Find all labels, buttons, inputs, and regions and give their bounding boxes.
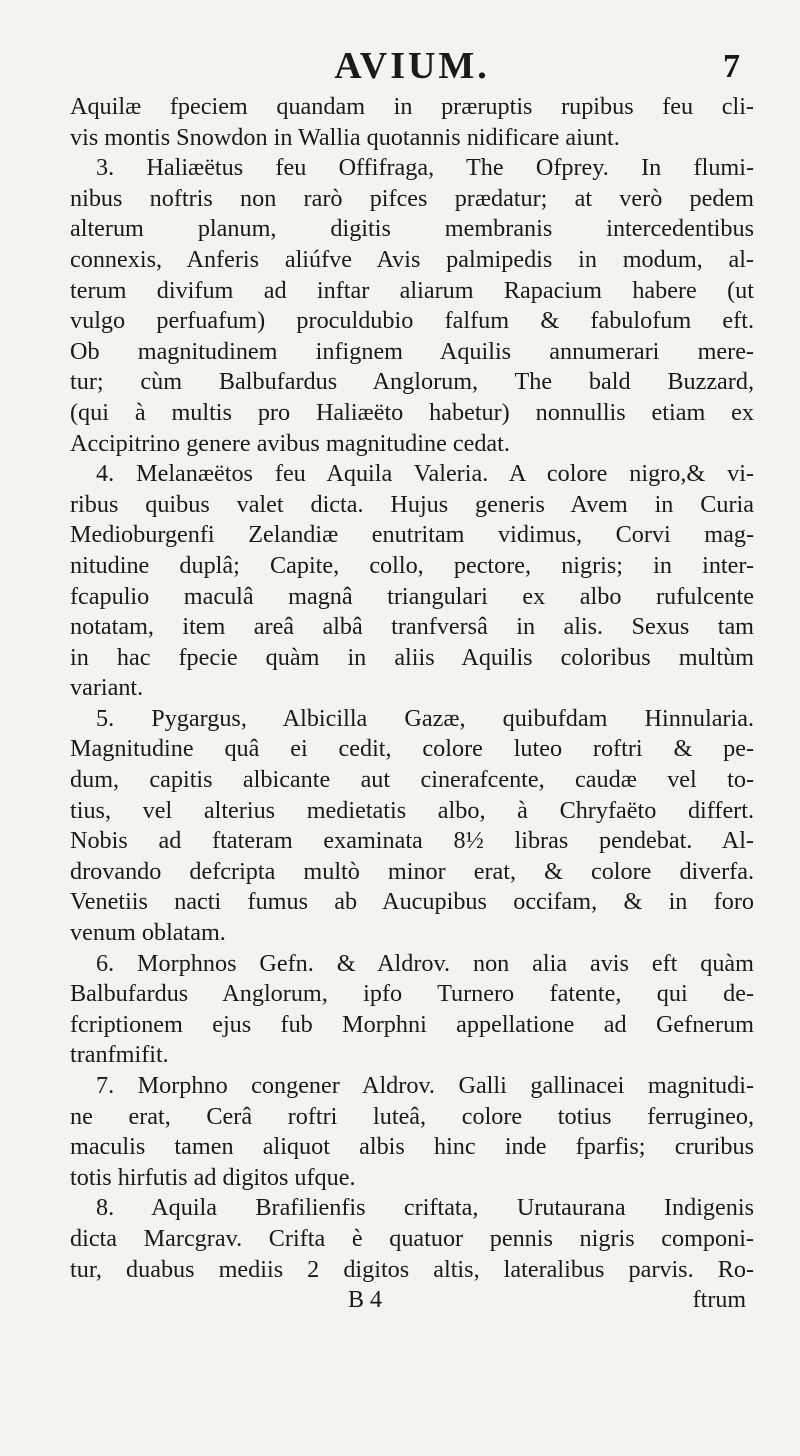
text-line: in hac fpecie quàm in aliis Aquilis coloribus multùm [70, 643, 754, 671]
text-line: totis hirfutis ad digitos ufque. [70, 1163, 356, 1191]
text-line: drovando defcripta multò minor erat, & colore diverfa. [70, 857, 754, 885]
text-line: Ob magnitudinem infignem Aquilis annumerari mere- [70, 337, 754, 365]
text-line: Accipitrino genere avibus magnitudine cedat. [70, 429, 510, 457]
text-line: Balbufardus Anglorum, ipfo Turnero fatente, qui de- [70, 980, 754, 1008]
text-line: fcriptionem ejus fub Morphni appellatione ad Gefnerum [70, 1010, 754, 1038]
text-line: fcapulio maculâ magnâ triangulari ex albo rufulcente [70, 582, 754, 610]
page-number: 7 [723, 48, 740, 85]
text-line: 7. Morphno congener Aldrov. Galli gallinacei magnitudi- [96, 1072, 754, 1099]
text-line: tius, vel alterius medietatis albo, à Chryfaëto differt. [70, 796, 754, 824]
text-line: 6. Morphnos Gefn. & Aldrov. non alia avis eft quàm [96, 949, 754, 977]
text-line: vulgo perfuafum) proculdubio falfum & fabulofum eft. [70, 307, 754, 335]
text-line: notatam, item areâ albâ tranfversâ in alis. Sexus tam [70, 613, 754, 641]
text-line: dicta Marcgrav. Crifta è quatuor pennis nigris componi- [70, 1224, 754, 1252]
text-line: 4. Melanæëtos feu Aquila Valeria. A colore nigro,& vi- [96, 460, 754, 488]
text-line: tranfmifit. [70, 1041, 169, 1069]
text-line: Aquilæ fpeciem quandam in præruptis rupibus feu cli- [70, 93, 754, 120]
text-line: Nobis ad ftateram examinata 8½ libras pendebat. Al- [70, 827, 754, 855]
text-line: dum, capitis albicante aut cinerafcente, caudæ vel to- [70, 766, 754, 794]
body-text [70, 92, 754, 1285]
signature-mark: B 4 [348, 1287, 383, 1314]
text-line: 3. Haliæëtus feu Offifraga, The Ofprey. In flumi- [96, 154, 754, 182]
text-line: maculis tamen aliquot albis hinc inde fparfis; cruribus [70, 1133, 754, 1161]
text-line: tur, duabus mediis 2 digitos altis, lateralibus parvis. Ro- [70, 1255, 754, 1283]
text-line: Venetiis nacti fumus ab Aucupibus occifam, & in foro [70, 888, 754, 916]
text-line: ne erat, Cerâ roftri luteâ, colore totius ferrugineo, [70, 1102, 754, 1130]
text-line: 5. Pygargus, Albicilla Gazæ, quibufdam Hinnularia. [96, 704, 754, 732]
text-line: terum divifum ad inftar aliarum Rapacium habere (ut [70, 276, 754, 304]
text-line: alterum planum, digitis membranis intercedentibus [70, 215, 754, 243]
text-line: nitudine duplâ; Capite, collo, pectore, nigris; in inter- [70, 551, 754, 579]
text-line: ribus quibus valet dicta. Hujus generis Avem in Curia [70, 490, 754, 518]
text-line: connexis, Anferis aliúfve Avis palmipedis in modum, al- [70, 245, 754, 273]
page-header [70, 36, 754, 92]
text-line: Magnitudine quâ ei cedit, colore luteo roftri & pe- [70, 735, 754, 763]
page-footer [70, 1287, 754, 1327]
text-line: Medioburgenfi Zelandiæ enutritam vidimus, Corvi mag- [70, 521, 754, 549]
text-line: nibus noftris non rarò pifces prædatur; at verò pedem [70, 184, 754, 212]
running-title: AVIUM. [334, 45, 490, 87]
text-line: variant. [70, 674, 144, 702]
text-line: tur; cùm Balbufardus Anglorum, The bald Buzzard, [70, 368, 754, 396]
text-line: vis montis Snowdon in Wallia quotannis nidificare aiunt. [70, 123, 620, 151]
catchword: ftrum [692, 1287, 746, 1314]
text-line: (qui à multis pro Haliæëto habetur) nonnullis etiam ex [70, 398, 754, 426]
text-line: 8. Aquila Brafilienfis criftata, Urutaurana Indigenis [96, 1194, 754, 1222]
text-line: venum oblatam. [70, 919, 226, 947]
